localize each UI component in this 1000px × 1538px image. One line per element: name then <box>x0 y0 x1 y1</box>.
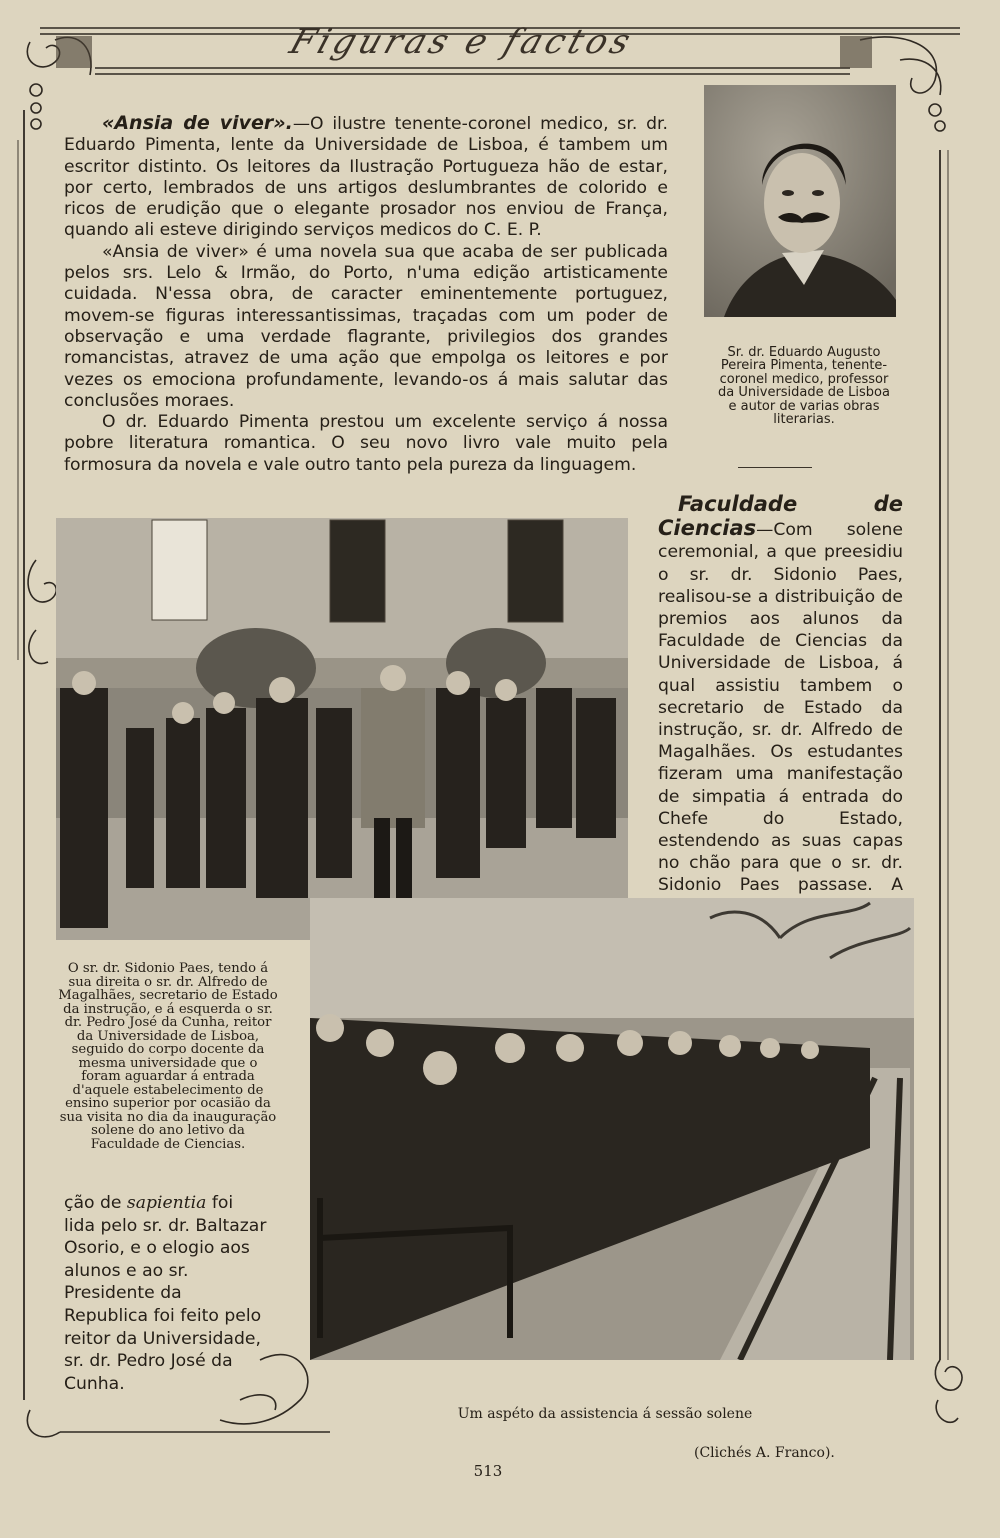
procession-photo <box>56 518 628 940</box>
article2-continuation <box>64 1192 269 1395</box>
procession-caption: O sr. dr. Sidonio Paes, tendo á sua direita o sr. dr. Alfredo de Magalhães, secretario de Estado da instrução, e á esquerda o sr. dr. Pedro José da Cunha, reitor da Universidade de Lisboa, seguido do corpo docente da mesma universidade que o foram aguardar á entrada d'aquele estabelecimento de ensino superior por ocasião da sua visita no dia da inauguração solene do ano letivo da Faculdade de Ciencias. <box>58 961 278 1152</box>
article-ansia-de-viver <box>64 113 668 476</box>
portrait-caption: Sr. dr. Eduardo Augusto Pereira Pimenta, tenente-coronel medico, professor da Universidade de Lisboa e autor de varias obras literarias. <box>718 345 890 428</box>
article1-paragraph-3: O dr. Eduardo Pimenta prestou um excelente serviço á nossa pobre literatura romantica. O seu novo livro vale muito pela formosura da novela e vale outro tanto pela pureza da linguagem. <box>64 412 668 475</box>
page-number: 513 <box>473 1462 503 1480</box>
assembly-scene <box>310 898 914 1360</box>
article1-lead: «Ansia de viver». <box>102 112 293 134</box>
article2-text-b-lead: ção de <box>64 1193 127 1213</box>
procession-scene <box>56 518 628 940</box>
article2-head: Faculdade de Ciencias <box>658 492 903 541</box>
portrait-photo <box>704 85 896 317</box>
assembly-photo <box>310 898 914 1360</box>
portrait-figure <box>704 85 896 317</box>
article2-text-b-rest: foi lida pelo sr. dr. Baltazar Osorio, e o elogio aos alunos e ao sr. Presidente da Republica foi feito pelo reitor da Universidade, sr. dr. Pedro José da Cunha. <box>64 1193 267 1394</box>
article-faculdade-de-ciencias <box>658 493 903 919</box>
divider <box>738 467 812 468</box>
section-title: Figuras e factos <box>284 22 640 62</box>
assembly-caption: Um aspéto da assistencia á sessão solene <box>457 1406 753 1422</box>
article2-text-b-italic: sapientia <box>126 1193 207 1213</box>
photo-credits: (Clichés A. Franco). <box>694 1445 835 1461</box>
article2-text-a: —Com solene ceremonial, a que preesidiu o sr. dr. Sidonio Paes, realisou-se a distribuição de premios aos alunos da Faculdade de Ciencias da Universidade de Lisboa, á qual assistiu tambem o secretario de Estado da instrução, sr. dr. Alfredo de Magalhães. Os estudantes fizeram uma manifestação de simpatia á entrada do Chefe do Estado, estendendo as suas capas no chão para que o sr. dr. Sidonio Paes passase. A <box>658 520 903 896</box>
article1-paragraph-2: «Ansia de viver» é uma novela sua que acaba de ser publicada pelos srs. Lelo & Irmão, do Porto, n'uma edição artisticamente cuidada. N'essa obra, de caracter eminentemente portuguez, movem-se figuras interessantissimas, traçadas com um poder de observação e uma verdade flagrante, privilegios dos grandes romancistas, atravez de uma ação que empolga os leitores e por vezes os emociona profundamente, levando-os á mais salutar das conclusões moraes. <box>64 241 668 411</box>
article1-paragraph-1 <box>64 113 668 242</box>
article1-paragraph-1-text: —O ilustre tenente-coronel medico, sr. dr. Eduardo Pimenta, lente da Universidade de Lisboa, é tambem um escritor distinto. Os leitores da Ilustração Portugueza hão de estar, por certo, lembrados de uns artigos deslumbrantes de colorido e ricos de erudição que o elegante prosador nos enviou de França, quando ali esteve dirigindo serviços medicos do C. E. P. <box>64 114 669 241</box>
